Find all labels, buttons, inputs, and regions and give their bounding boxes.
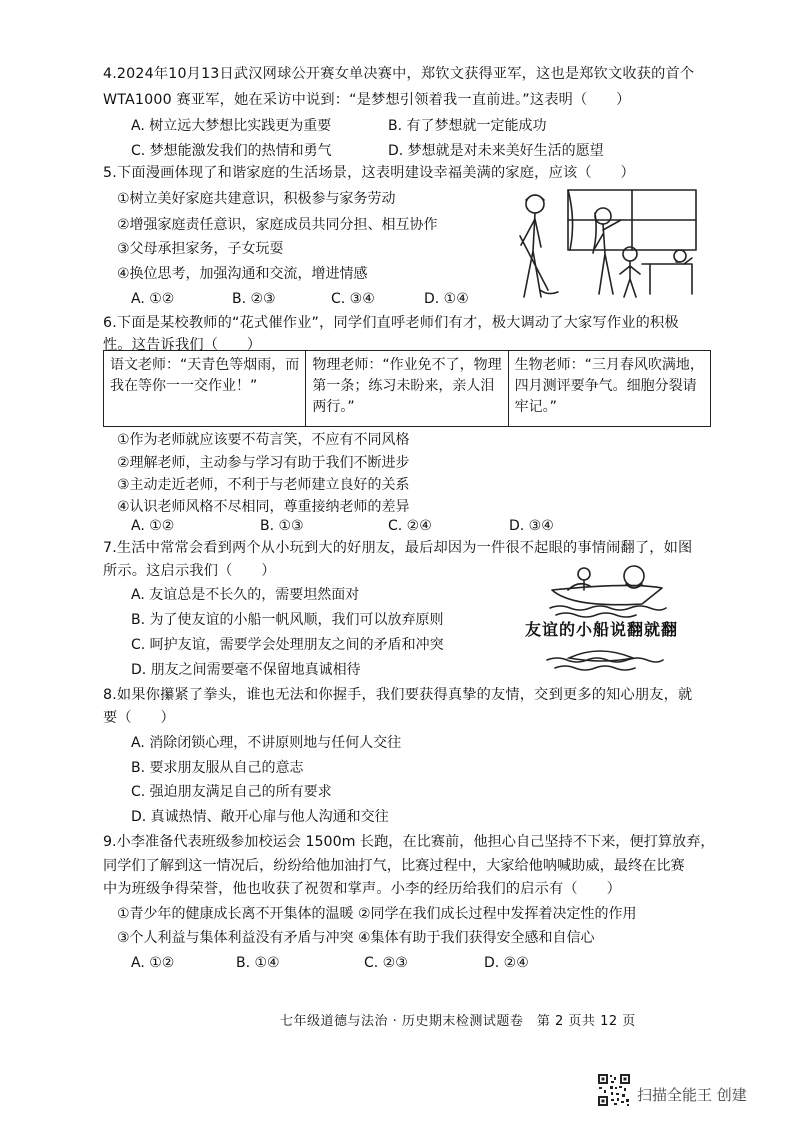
family-chores-illustration <box>490 186 700 304</box>
q9-items-line1: ①青少年的健康成长离不开集体的温暖 ②同学在我们成长过程中发挥着决定性的作用 <box>117 906 637 922</box>
friendship-boat-illustration <box>548 560 668 618</box>
quote-biology-teacher: 生物老师：“三月春风吹满地，四月测评要争气。细胞分裂请牢记。” <box>508 351 710 426</box>
q4-option-c: C. 梦想能激发我们的热情和勇气 <box>131 143 332 159</box>
q7-option-b: B. 为了使友谊的小船一帆风顺，我们可以放弃原则 <box>131 612 444 628</box>
q6-option-d: D. ③④ <box>509 518 554 534</box>
q7-option-c: C. 呵护友谊，需要学会处理朋友之间的矛盾和冲突 <box>131 637 444 653</box>
quote-physics-teacher: 物理老师：“作业免不了，物理第一条；练习未盼来，亲人泪两行。” <box>305 351 507 426</box>
q6-item-2: ②理解老师，主动参与学习有助于我们不断进步 <box>117 455 410 471</box>
page-footer: 七年级道德与法治 · 历史期末检测试题卷 第 2 页共 12 页 <box>280 1014 636 1029</box>
q4-option-b: B. 有了梦想就一定能成功 <box>388 118 547 134</box>
q7-stem-line1: 7.生活中常常会看到两个从小玩到大的好朋友，最后却因为一件很不起眼的事情闹翻了，如图 <box>103 540 693 556</box>
q7-stem-line2: 所示。这启示我们（ ） <box>103 563 276 579</box>
q5-item-2: ②增强家庭责任意识，家庭成员共同分担、相互协作 <box>117 217 438 233</box>
q5-option-c: C. ③④ <box>331 291 375 307</box>
q8-stem-line2: 要（ ） <box>103 710 175 726</box>
q5-option-b: B. ②③ <box>232 291 276 307</box>
q7-option-a: A. 友谊总是不长久的，需要坦然面对 <box>131 587 360 603</box>
q4-option-a: A. 树立远大梦想比实践更为重要 <box>131 118 332 134</box>
quote-chinese-teacher: 语文老师：“天青色等烟雨，而我在等你一一交作业！” <box>110 357 300 394</box>
q5-stem: 5.下面漫画体现了和谐家庭的生活场景，这表明建设幸福美满的家庭，应该（ ） <box>103 165 635 181</box>
q9-items-line2: ③个人利益与集体利益没有矛盾与冲突 ④集体有助于我们获得安全感和自信心 <box>117 930 595 946</box>
q5-item-3: ③父母承担家务，子女玩耍 <box>117 241 284 257</box>
q6-option-b: B. ①③ <box>260 518 304 534</box>
q8-option-a: A. 消除闭锁心理，不讲原则地与任何人交往 <box>131 735 402 751</box>
q4-stem-line2: WTA1000 赛亚军，她在采访中说到：“是梦想引领着我一直前进。”这表明（ ） <box>103 92 631 108</box>
q6-stem-line2: 性。这告诉我们（ ） <box>103 337 262 353</box>
q9-stem-line2: 同学们了解到这一情况后，纷纷给他加油打气，比赛过程中，大家给他呐喊助威，最终在比赛 <box>103 858 685 874</box>
q6-item-3: ③主动走近老师，不利于与老师建立良好的关系 <box>117 477 410 493</box>
q6-item-1: ①作为老师就应该要不苟言笑，不应有不同风格 <box>117 432 410 448</box>
q6-stem-line1: 6.下面是某校教师的“花式催作业”，同学们直呼老师们有才，极大调动了大家写作业的积极 <box>103 315 679 331</box>
q5-item-1: ①树立美好家庭共建意识，积极参与家务劳动 <box>117 191 396 207</box>
q7-option-d: D. 朋友之间需要毫不保留地真诚相待 <box>131 662 361 678</box>
q9-option-c: C. ②③ <box>364 955 408 971</box>
teacher-quotes-table <box>103 350 711 427</box>
qr-code-icon <box>597 1073 631 1107</box>
q6-option-c: C. ②④ <box>388 518 432 534</box>
q9-option-b: B. ①④ <box>236 955 280 971</box>
q8-option-b: B. 要求朋友服从自己的意志 <box>131 760 304 776</box>
q4-option-d: D. 梦想就是对未来美好生活的愿望 <box>388 143 604 159</box>
boat-caption: 友谊的小船说翻就翻 <box>525 620 679 639</box>
scanner-brand-watermark: 扫描全能王 创建 <box>637 1086 747 1104</box>
capsized-boat-illustration <box>545 644 665 672</box>
q5-option-a: A. ①② <box>131 291 175 307</box>
q9-option-d: D. ②④ <box>484 955 529 971</box>
q5-option-d: D. ①④ <box>424 291 469 307</box>
q6-item-4: ④认识老师风格不尽相同，尊重接纳老师的差异 <box>117 499 410 515</box>
q5-item-4: ④换位思考，加强沟通和交流，增进情感 <box>117 266 368 282</box>
q6-option-a: A. ①② <box>131 518 175 534</box>
q8-option-d: D. 真诚热情、敞开心扉与他人沟通和交往 <box>131 809 389 825</box>
q8-stem-line1: 8.如果你攥紧了拳头，谁也无法和你握手，我们要获得真挚的友情，交到更多的知心朋友，就 <box>103 687 693 703</box>
q9-stem-line3: 中为班级争得荣誉，他也收获了祝贺和掌声。小李的经历给我们的启示有（ ） <box>103 881 621 897</box>
q9-option-a: A. ①② <box>131 955 175 971</box>
q9-stem-line1: 9.小李准备代表班级参加校运会 1500m 长跑，在比赛前，他担心自己坚持不下来，便打算放弃， <box>103 834 715 850</box>
q4-stem-line1: 4.2024年10月13日武汉网球公开赛女单决赛中，郑钦文获得亚军，这也是郑钦文收获的首个 <box>103 66 695 82</box>
q8-option-c: C. 强迫朋友满足自己的所有要求 <box>131 784 332 800</box>
